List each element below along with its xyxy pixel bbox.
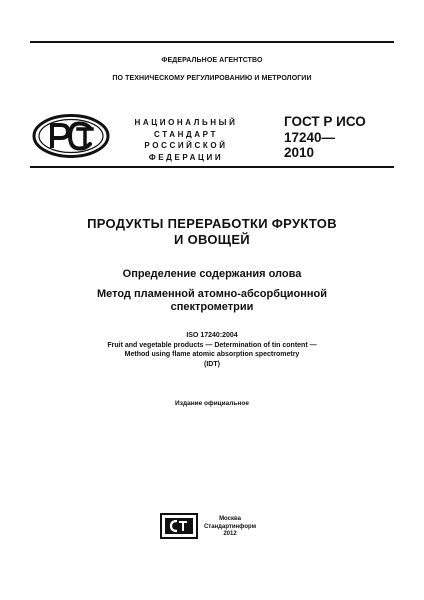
title-line: И ОВОЩЕЙ <box>174 232 250 247</box>
standard-code-line: 17240— <box>284 129 336 145</box>
publisher-imprint <box>203 516 257 539</box>
standard-code <box>284 114 384 161</box>
national-line: СТАНДАРТ <box>154 129 218 139</box>
national-line: НАЦИОНАЛЬНЫЙ <box>134 118 238 127</box>
document-subtitle-2 <box>30 288 394 314</box>
standard-code-line: 2010 <box>284 145 315 160</box>
subtitle-line: спектрометрии <box>170 301 254 313</box>
standard-code-line: ГОСТ Р ИСО <box>284 114 366 129</box>
rst-emblem-icon <box>32 114 110 158</box>
agency-line-2: ПО ТЕХНИЧЕСКОМУ РЕГУЛИРОВАНИЮ И МЕТРОЛОГИИ <box>112 75 312 82</box>
subtitle-line: Метод пламенной атомно-абсорбционной <box>96 288 328 300</box>
intl-line: Method using flame atomic absorption spectrometry <box>124 351 300 358</box>
top-rule <box>30 41 394 43</box>
middle-rule <box>30 166 394 168</box>
title-line: ПРОДУКТЫ ПЕРЕРАБОТКИ ФРУКТОВ <box>87 216 337 231</box>
publisher-line: Стандартинформ <box>203 523 257 530</box>
intl-line: (IDT) <box>204 360 220 368</box>
international-reference <box>30 331 394 369</box>
intl-line: Fruit and vegetable products — Determination of tin content — <box>107 341 317 349</box>
national-standard-label <box>120 117 252 163</box>
standartinform-logo-icon <box>160 513 198 539</box>
edition-label: Издание официальное <box>175 400 249 407</box>
agency-line-1: ФЕДЕРАЛЬНОЕ АГЕНТСТВО <box>161 57 263 64</box>
national-line: РОССИЙСКОЙ <box>144 141 228 150</box>
document-subtitle-1: Определение содержания олова <box>122 268 302 280</box>
publisher-line: Москва <box>219 516 241 522</box>
document-title <box>30 216 394 248</box>
publisher-line: 2012 <box>223 531 237 537</box>
national-line: ФЕДЕРАЦИИ <box>148 152 224 162</box>
intl-line: ISO 17240:2004 <box>186 332 238 339</box>
